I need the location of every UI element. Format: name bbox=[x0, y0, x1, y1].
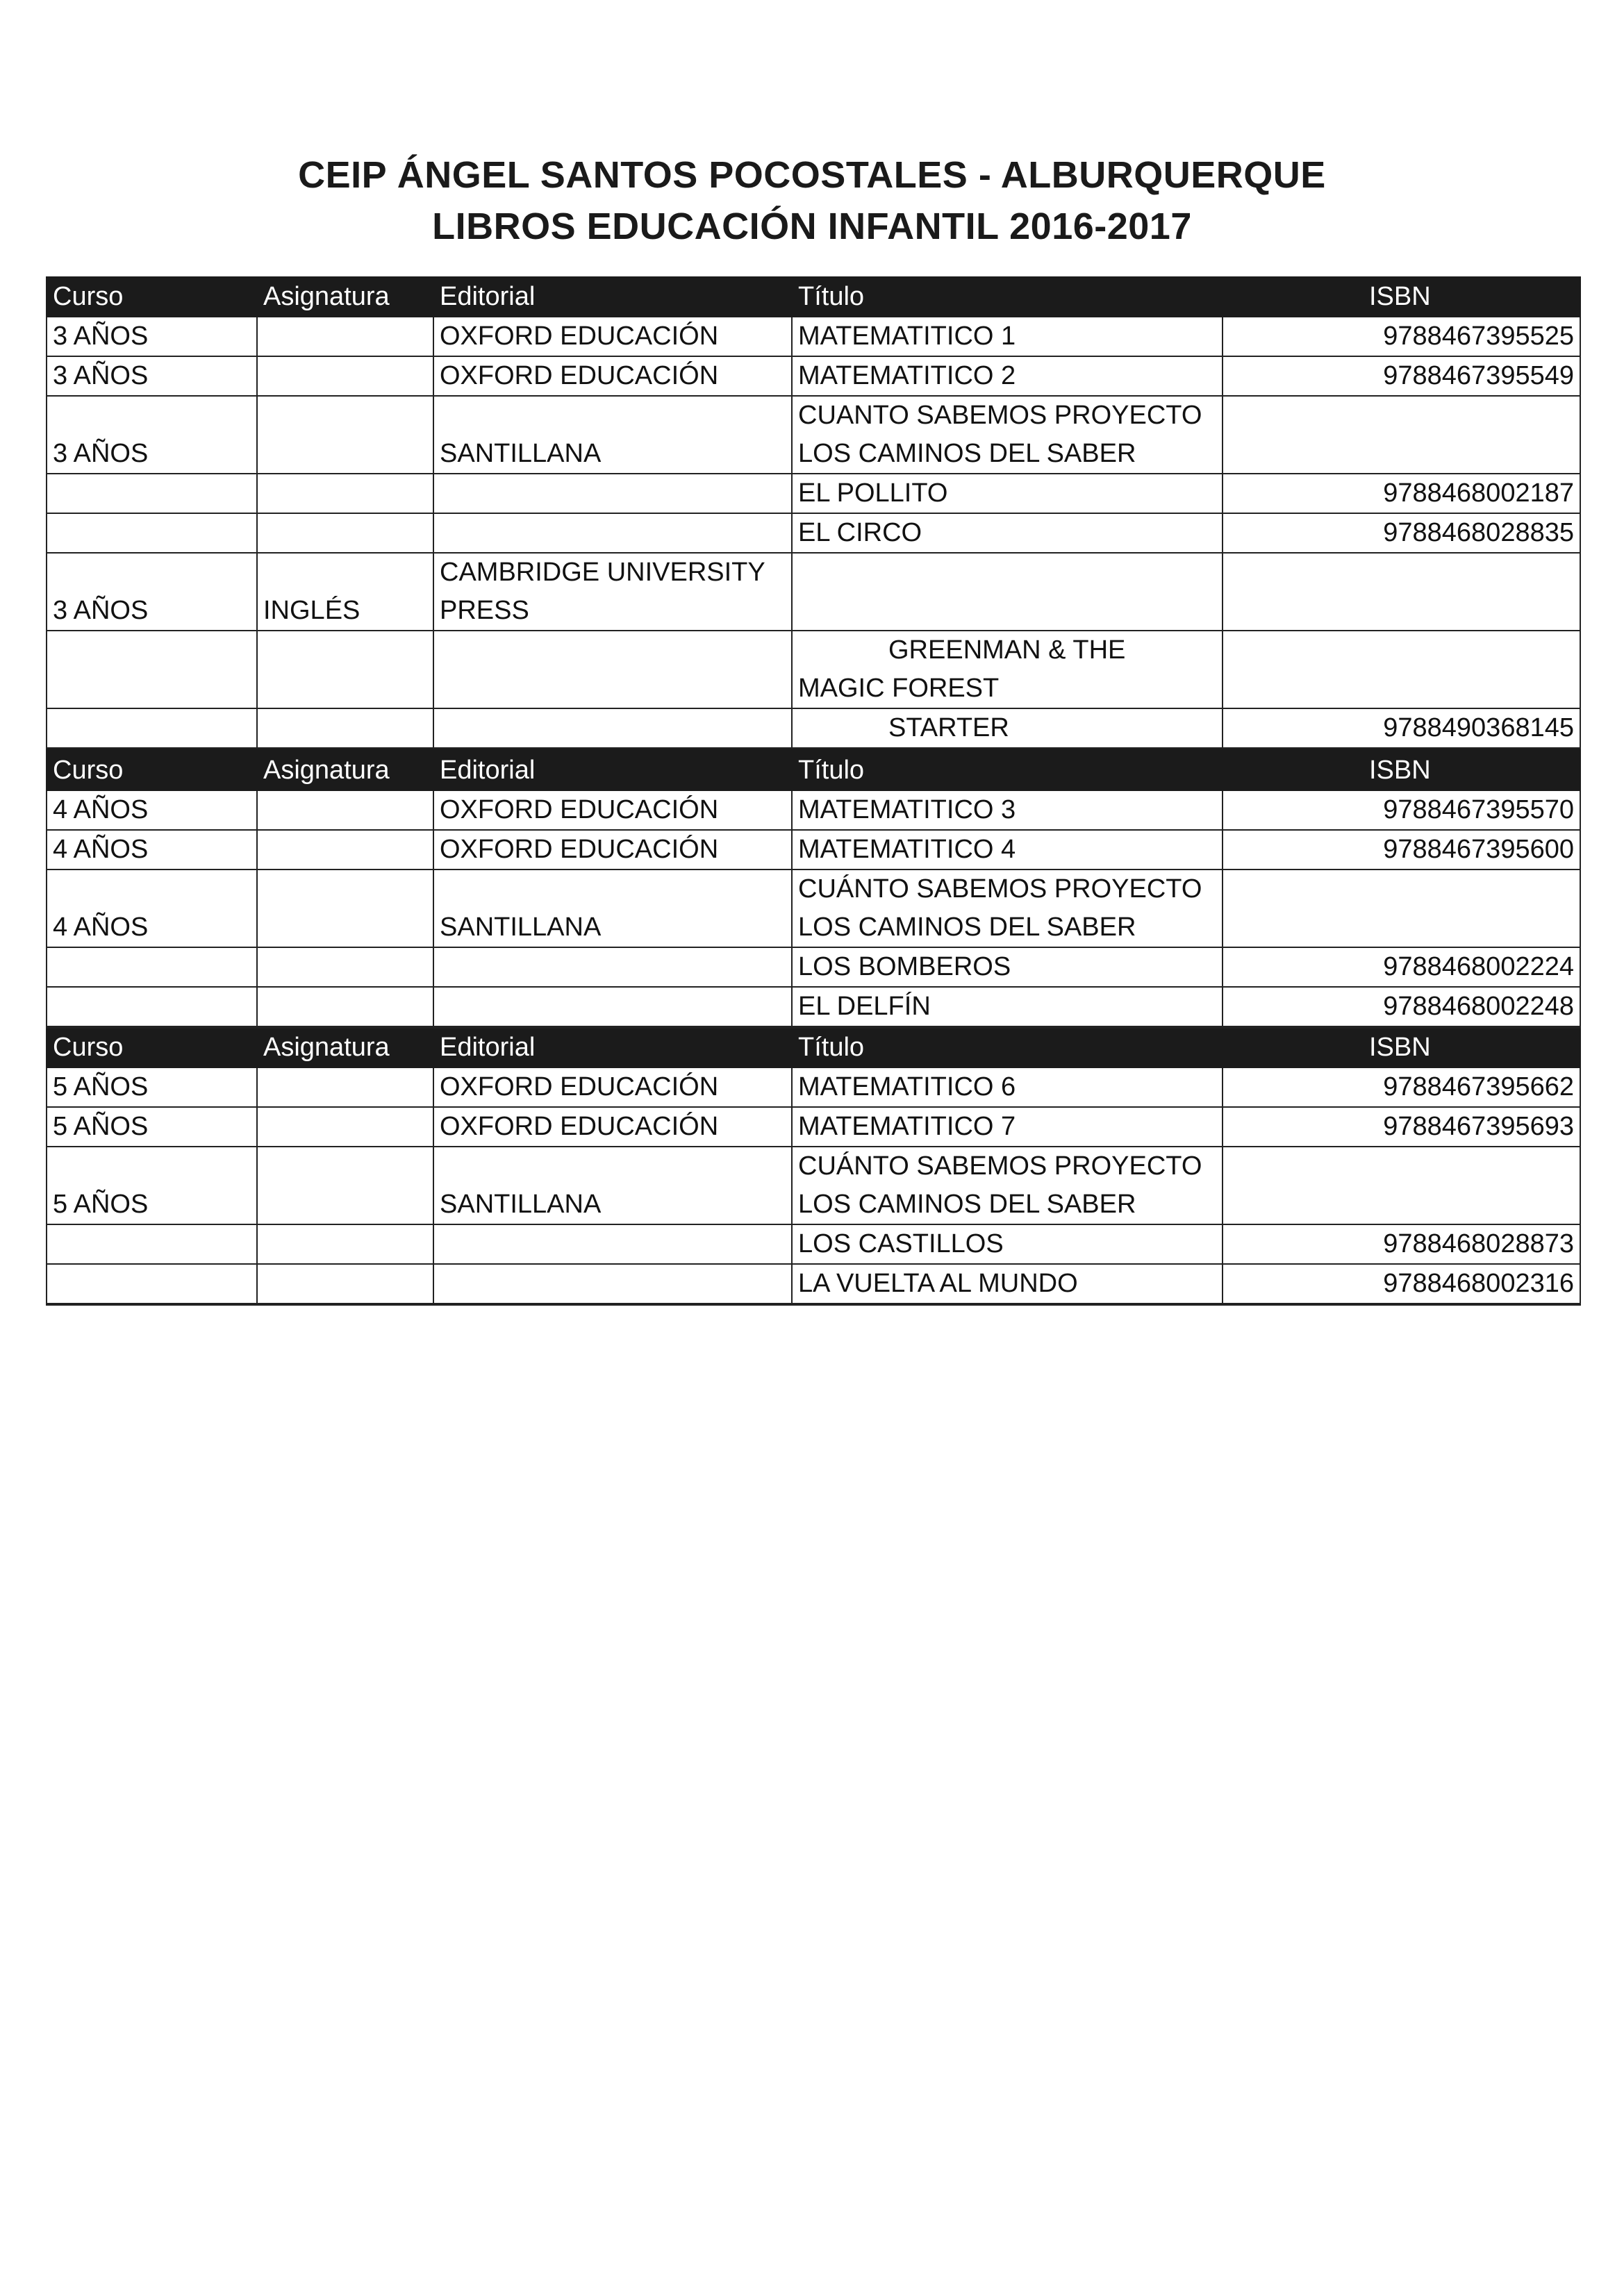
cell-titulo: LOS BOMBEROS bbox=[792, 947, 1223, 987]
cell-asignatura: INGLÉS bbox=[257, 553, 433, 631]
table-row bbox=[47, 987, 1580, 1026]
cell-editorial: SANTILLANA bbox=[433, 870, 792, 947]
cell-titulo: EL DELFÍN bbox=[792, 987, 1223, 1026]
table-row bbox=[47, 631, 1580, 708]
cell-isbn: 9788467395525 bbox=[1223, 317, 1580, 356]
cell-isbn bbox=[1223, 396, 1580, 474]
header-row bbox=[47, 1028, 1580, 1067]
header-curso: Curso bbox=[47, 1028, 257, 1067]
cell-titulo: MATEMATITICO 2 bbox=[792, 356, 1223, 396]
cell-titulo: STARTER bbox=[792, 708, 1223, 748]
cell-isbn: 9788467395549 bbox=[1223, 356, 1580, 396]
cell-curso: 5 AÑOS bbox=[47, 1107, 257, 1147]
cell-titulo: LA VUELTA AL MUNDO bbox=[792, 1264, 1223, 1304]
header-isbn: ISBN bbox=[1223, 277, 1580, 317]
header-row bbox=[47, 277, 1580, 317]
table-row bbox=[47, 1067, 1580, 1107]
table-row bbox=[47, 356, 1580, 396]
cell-isbn: 9788467395693 bbox=[1223, 1107, 1580, 1147]
titulo-line-2: LOS CAMINOS DEL SABER bbox=[798, 913, 1136, 942]
cell-curso bbox=[47, 947, 257, 987]
cell-editorial bbox=[433, 553, 792, 631]
cell-asignatura bbox=[257, 870, 433, 947]
cell-isbn: 9788468002248 bbox=[1223, 987, 1580, 1026]
table-row bbox=[47, 1147, 1580, 1224]
titulo-line-1: GREENMAN & THE bbox=[888, 635, 1126, 665]
cell-asignatura bbox=[257, 356, 433, 396]
cell-editorial: OXFORD EDUCACIÓN bbox=[433, 1067, 792, 1107]
cell-curso: 4 AÑOS bbox=[47, 870, 257, 947]
titulo-line-2: LOS CAMINOS DEL SABER bbox=[798, 439, 1136, 468]
header-isbn: ISBN bbox=[1223, 1028, 1580, 1067]
cell-curso: 5 AÑOS bbox=[47, 1147, 257, 1224]
cell-asignatura bbox=[257, 790, 433, 830]
cell-asignatura bbox=[257, 513, 433, 553]
header-asignatura: Asignatura bbox=[257, 1028, 433, 1067]
table-row bbox=[47, 513, 1580, 553]
cell-asignatura bbox=[257, 830, 433, 870]
cell-curso bbox=[47, 513, 257, 553]
table-row bbox=[47, 474, 1580, 513]
cell-curso bbox=[47, 987, 257, 1026]
editorial-line-1: CAMBRIDGE UNIVERSITY bbox=[440, 558, 765, 587]
cell-asignatura bbox=[257, 1067, 433, 1107]
cell-curso bbox=[47, 1224, 257, 1264]
cell-asignatura bbox=[257, 631, 433, 708]
table-row bbox=[47, 553, 1580, 631]
cell-editorial: OXFORD EDUCACIÓN bbox=[433, 317, 792, 356]
cell-isbn: 9788468028873 bbox=[1223, 1224, 1580, 1264]
cell-isbn: 9788467395662 bbox=[1223, 1067, 1580, 1107]
cell-asignatura bbox=[257, 1224, 433, 1264]
cell-isbn bbox=[1223, 631, 1580, 708]
header-curso: Curso bbox=[47, 751, 257, 790]
books-table bbox=[46, 276, 1581, 1306]
document-title bbox=[0, 149, 1624, 252]
titulo-line-1: CUÁNTO SABEMOS PROYECTO bbox=[798, 874, 1202, 904]
table-row bbox=[47, 830, 1580, 870]
cell-titulo: MATEMATITICO 7 bbox=[792, 1107, 1223, 1147]
header-titulo: Título bbox=[792, 751, 1223, 790]
cell-isbn: 9788468002224 bbox=[1223, 947, 1580, 987]
cell-titulo bbox=[792, 631, 1223, 708]
cell-isbn bbox=[1223, 1147, 1580, 1224]
cell-asignatura bbox=[257, 1107, 433, 1147]
cell-editorial bbox=[433, 1264, 792, 1304]
header-row bbox=[47, 751, 1580, 790]
cell-titulo bbox=[792, 396, 1223, 474]
table-row bbox=[47, 870, 1580, 947]
titulo-line-1: CUÁNTO SABEMOS PROYECTO bbox=[798, 1151, 1202, 1181]
table-row bbox=[47, 1224, 1580, 1264]
table-row bbox=[47, 396, 1580, 474]
empty-row bbox=[47, 1304, 1580, 1305]
table-row bbox=[47, 790, 1580, 830]
header-editorial: Editorial bbox=[433, 751, 792, 790]
title-line-subject: LIBROS EDUCACIÓN INFANTIL 2016-2017 bbox=[432, 206, 1192, 247]
cell-asignatura bbox=[257, 317, 433, 356]
cell-editorial: SANTILLANA bbox=[433, 396, 792, 474]
editorial-line-2: PRESS bbox=[440, 596, 529, 625]
titulo-line-1: CUANTO SABEMOS PROYECTO bbox=[798, 401, 1202, 430]
table-row bbox=[47, 708, 1580, 748]
cell-isbn: 9788468028835 bbox=[1223, 513, 1580, 553]
titulo-line-2: MAGIC FOREST bbox=[798, 674, 1000, 703]
cell-asignatura bbox=[257, 1147, 433, 1224]
cell-titulo: MATEMATITICO 3 bbox=[792, 790, 1223, 830]
cell-editorial bbox=[433, 987, 792, 1026]
cell-titulo bbox=[792, 1147, 1223, 1224]
cell-asignatura bbox=[257, 396, 433, 474]
cell-titulo: EL CIRCO bbox=[792, 513, 1223, 553]
cell-asignatura bbox=[257, 474, 433, 513]
table-row bbox=[47, 1107, 1580, 1147]
cell-isbn: 9788468002187 bbox=[1223, 474, 1580, 513]
cell-editorial bbox=[433, 708, 792, 748]
cell-isbn: 9788490368145 bbox=[1223, 708, 1580, 748]
cell-curso: 3 AÑOS bbox=[47, 356, 257, 396]
titulo-line-2: LOS CAMINOS DEL SABER bbox=[798, 1190, 1136, 1219]
cell-editorial: OXFORD EDUCACIÓN bbox=[433, 1107, 792, 1147]
header-isbn: ISBN bbox=[1223, 751, 1580, 790]
title-line-school: CEIP ÁNGEL SANTOS POCOSTALES - ALBURQUERQUE bbox=[298, 154, 1326, 196]
cell-curso: 4 AÑOS bbox=[47, 790, 257, 830]
cell-asignatura bbox=[257, 947, 433, 987]
cell-editorial: SANTILLANA bbox=[433, 1147, 792, 1224]
cell-asignatura bbox=[257, 708, 433, 748]
cell-curso: 3 AÑOS bbox=[47, 317, 257, 356]
cell-titulo: MATEMATITICO 4 bbox=[792, 830, 1223, 870]
cell-curso: 5 AÑOS bbox=[47, 1067, 257, 1107]
header-editorial: Editorial bbox=[433, 277, 792, 317]
cell-editorial: OXFORD EDUCACIÓN bbox=[433, 790, 792, 830]
header-editorial: Editorial bbox=[433, 1028, 792, 1067]
cell-curso bbox=[47, 708, 257, 748]
table-row bbox=[47, 947, 1580, 987]
cell-editorial bbox=[433, 1224, 792, 1264]
cell-asignatura bbox=[257, 987, 433, 1026]
cell-editorial: OXFORD EDUCACIÓN bbox=[433, 830, 792, 870]
header-titulo: Título bbox=[792, 277, 1223, 317]
cell-curso: 3 AÑOS bbox=[47, 553, 257, 631]
header-titulo: Título bbox=[792, 1028, 1223, 1067]
cell-curso bbox=[47, 474, 257, 513]
cell-editorial bbox=[433, 631, 792, 708]
cell-isbn bbox=[1223, 553, 1580, 631]
cell-isbn: 9788468002316 bbox=[1223, 1264, 1580, 1304]
header-asignatura: Asignatura bbox=[257, 751, 433, 790]
cell-titulo: EL POLLITO bbox=[792, 474, 1223, 513]
cell-editorial: OXFORD EDUCACIÓN bbox=[433, 356, 792, 396]
cell-titulo: MATEMATITICO 6 bbox=[792, 1067, 1223, 1107]
header-asignatura: Asignatura bbox=[257, 277, 433, 317]
cell-curso bbox=[47, 1264, 257, 1304]
cell-titulo: MATEMATITICO 1 bbox=[792, 317, 1223, 356]
cell-curso bbox=[47, 631, 257, 708]
table-row bbox=[47, 317, 1580, 356]
cell-titulo bbox=[792, 553, 1223, 631]
cell-isbn: 9788467395600 bbox=[1223, 830, 1580, 870]
cell-isbn bbox=[1223, 870, 1580, 947]
cell-curso: 4 AÑOS bbox=[47, 830, 257, 870]
cell-titulo: LOS CASTILLOS bbox=[792, 1224, 1223, 1264]
cell-editorial bbox=[433, 474, 792, 513]
header-curso: Curso bbox=[47, 277, 257, 317]
cell-isbn: 9788467395570 bbox=[1223, 790, 1580, 830]
cell-asignatura bbox=[257, 1264, 433, 1304]
cell-titulo bbox=[792, 870, 1223, 947]
table-row bbox=[47, 1264, 1580, 1304]
cell-editorial bbox=[433, 947, 792, 987]
cell-curso: 3 AÑOS bbox=[47, 396, 257, 474]
cell-editorial bbox=[433, 513, 792, 553]
